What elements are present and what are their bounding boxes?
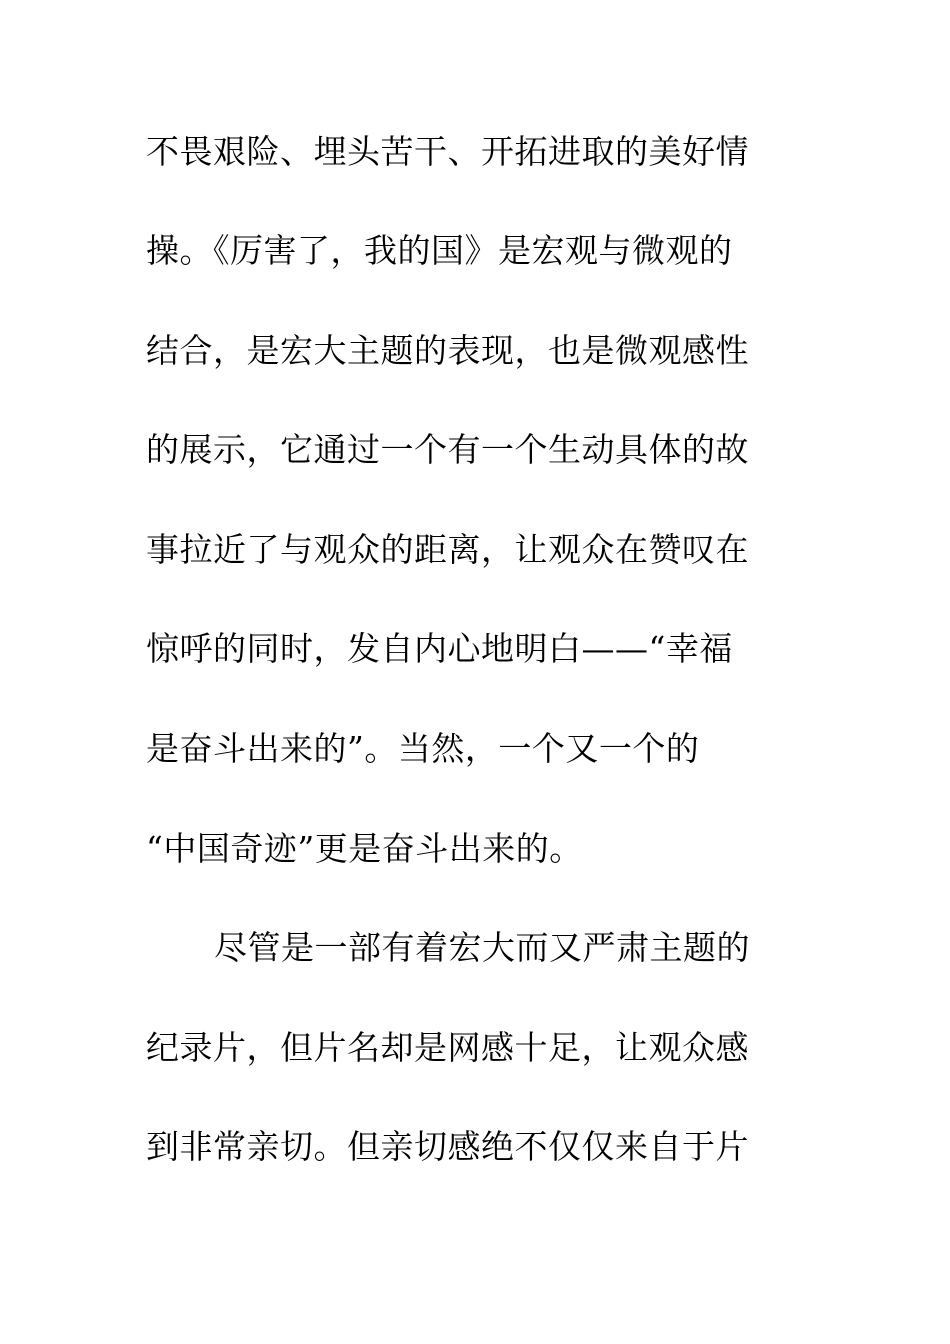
text-line-11: 到非常亲切。但亲切感绝不仅仅来自于片 [146, 1127, 749, 1166]
text-line-7: 是奋斗出来的”。当然，一个又一个的 [146, 729, 700, 768]
text-line-4: 的展示，它通过一个有一个生动具体的故 [146, 430, 749, 469]
text-line-2: 操。《厉害了，我的国》是宏观与微观的 [146, 231, 733, 270]
text-line-5: 事拉近了与观众的距离，让观众在赞叹在 [146, 530, 749, 569]
text-line-1: 不畏艰险、埋头苦干、开拓进取的美好情 [146, 132, 749, 171]
text-line-8: “中国奇迹”更是奋斗出来的。 [146, 829, 583, 868]
text-line-3: 结合，是宏大主题的表现，也是微观感性 [146, 331, 749, 370]
text-line-9-paragraph-start: 尽管是一部有着宏大而又严肃主题的 [214, 928, 750, 967]
text-line-10: 纪录片，但片名却是网感十足，让观众感 [146, 1028, 749, 1067]
text-line-6: 惊呼的同时，发自内心地明白——“幸福 [146, 629, 733, 668]
